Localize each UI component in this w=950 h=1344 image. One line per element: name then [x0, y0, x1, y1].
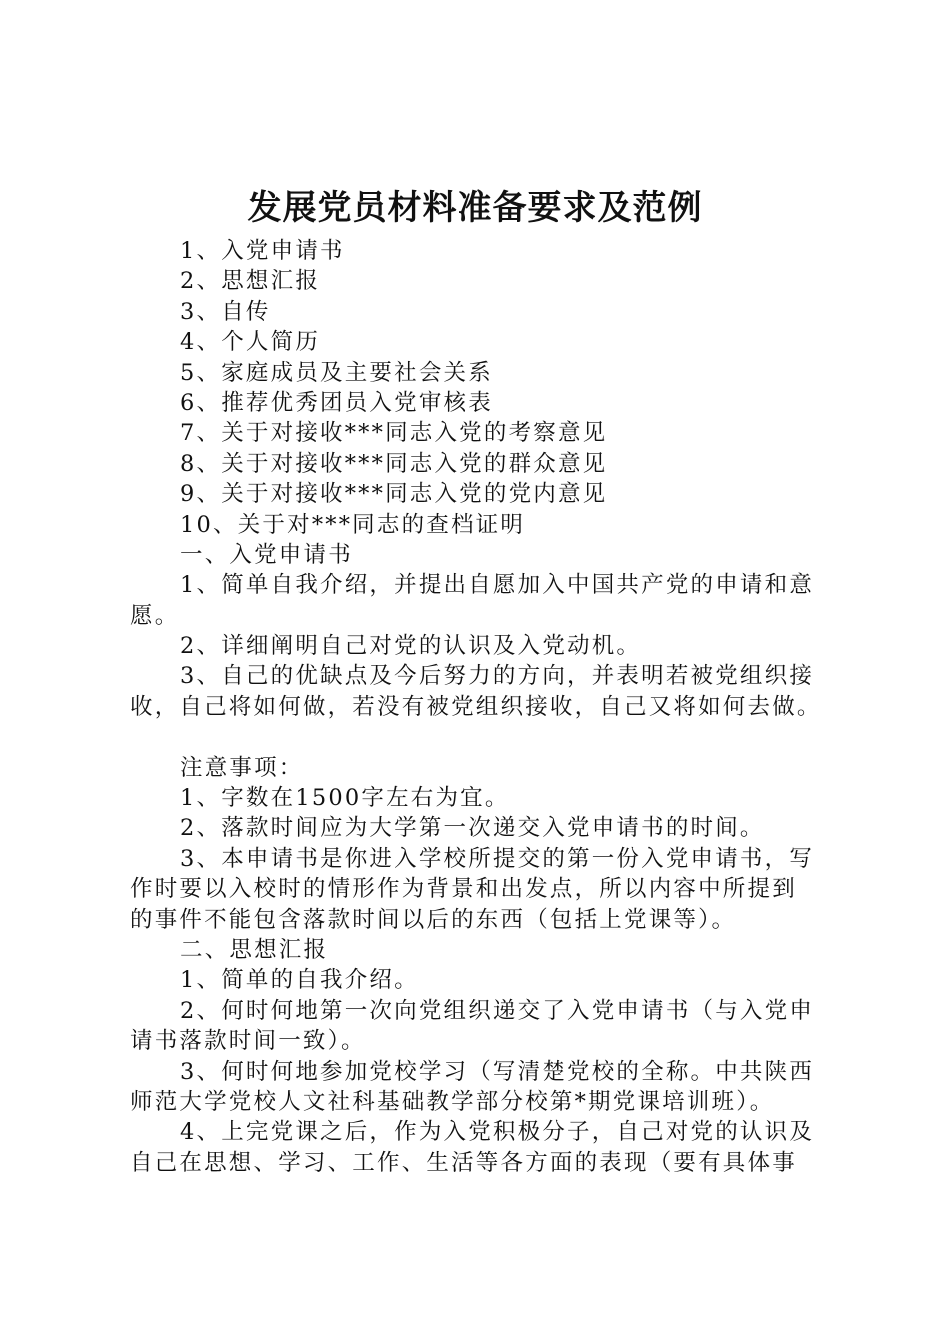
paragraph-line: 4、上完党课之后，作为入党积极分子，自己对党的认识及: [180, 1119, 815, 1146]
toc-item: 5、家庭成员及主要社会关系: [180, 359, 493, 386]
toc-item: 10、关于对***同志的查档证明: [180, 511, 526, 538]
paragraph-line: 1、简单的自我介绍。: [180, 967, 419, 994]
toc-item: 6、推荐优秀团员入党审核表: [180, 389, 493, 416]
paragraph-line: 1、字数在1500字左右为宜。: [180, 785, 510, 812]
document-body: [130, 236, 840, 1178]
paragraph-line: 愿。: [130, 602, 180, 629]
toc-item: 4、个人简历: [180, 329, 321, 356]
paragraph-line: 请书落款时间一致）。: [130, 1028, 366, 1055]
paragraph-line: 的事件不能包含落款时间以后的东西（包括上党课等）。: [130, 906, 737, 933]
paragraph-line: 作时要以入校时的情形作为背景和出发点，所以内容中所提到: [130, 876, 797, 903]
paragraph-line: 自己在思想、学习、工作、生活等各方面的表现（要有具体事: [130, 1149, 797, 1176]
toc-item: 7、关于对接收***同志入党的考察意见: [180, 420, 608, 447]
notes-heading: 注意事项：: [180, 754, 304, 781]
paragraph-line: 3、自己的优缺点及今后努力的方向，并表明若被党组织接: [180, 663, 815, 690]
document-title: 发展党员材料准备要求及范例: [247, 188, 703, 228]
paragraph-line: 3、何时何地参加党校学习（写清楚党校的全称。中共陕西: [180, 1058, 815, 1085]
section-heading: 二、思想汇报: [180, 936, 329, 963]
paragraph-line: 1、简单自我介绍，并提出自愿加入中国共产党的申请和意: [180, 572, 815, 599]
toc-item: 8、关于对接收***同志入党的群众意见: [180, 450, 608, 477]
paragraph-line: 2、详细阐明自己对党的认识及入党动机。: [180, 633, 642, 660]
blank-line: [130, 722, 840, 752]
toc-item: 9、关于对接收***同志入党的党内意见: [180, 481, 608, 508]
paragraph-line: 3、本申请书是你进入学校所提交的第一份入党申请书，写: [180, 845, 815, 872]
section-heading: 一、入党申请书: [180, 541, 353, 568]
paragraph-line: 2、落款时间应为大学第一次递交入党申请书的时间。: [180, 815, 765, 842]
toc-item: 3、自传: [180, 298, 271, 325]
paragraph-line: 收，自己将如何做，若没有被党组织接收，自己又将如何去做。: [130, 693, 822, 720]
toc-item: 2、思想汇报: [180, 268, 321, 295]
toc-item: 1、入党申请书: [180, 238, 345, 264]
paragraph-line: 师范大学党校人文社科基础教学部分校第*期党课培训班）。: [130, 1088, 775, 1115]
paragraph-line: 2、何时何地第一次向党组织递交了入党申请书（与入党申: [180, 997, 815, 1024]
